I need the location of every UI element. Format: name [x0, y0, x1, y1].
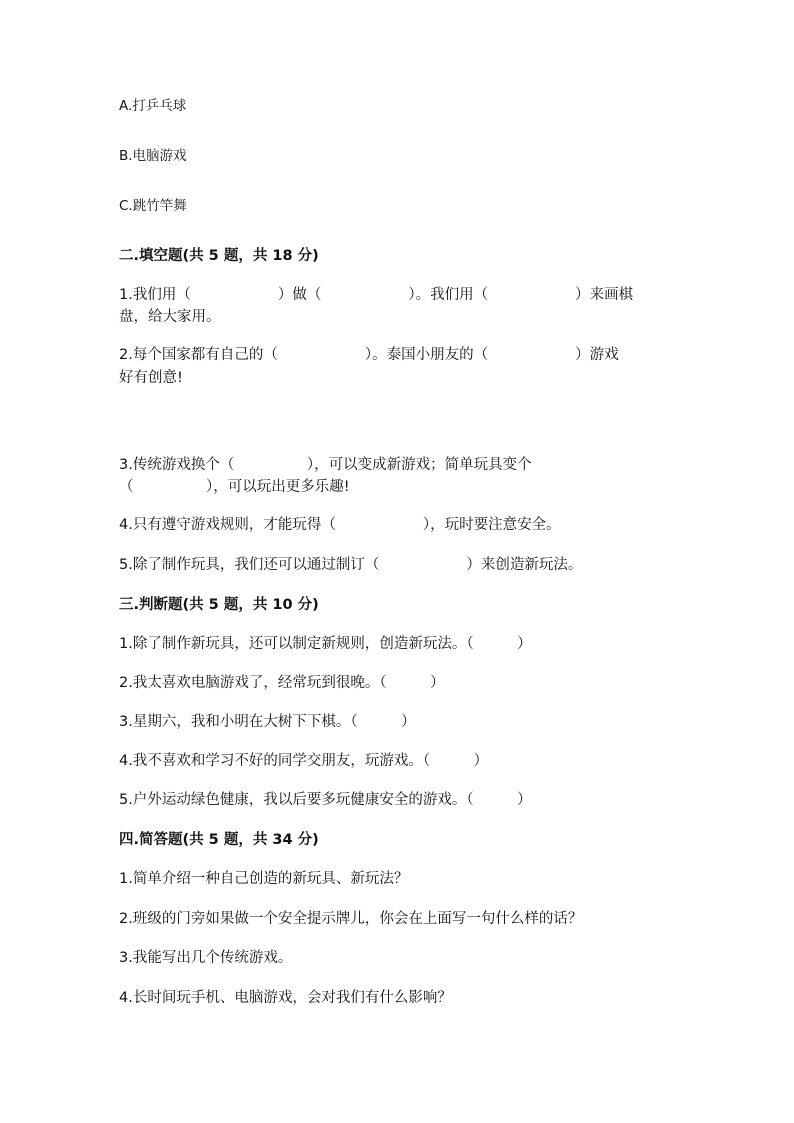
short-question-1: 1.简单介绍一种自己创造的新玩具、新玩法？: [119, 871, 409, 887]
short-question-4: 4.长时间玩手机、电脑游戏，会对我们有什么影响？: [119, 990, 452, 1006]
option-c: C.跳竹竿舞: [119, 198, 187, 214]
judge-question-5: 5.户外运动绿色健康，我以后要多玩健康安全的游戏。（ ）: [119, 792, 532, 808]
judge-question-2: 2.我太喜欢电脑游戏了，经常玩到很晚。（ ）: [119, 675, 445, 691]
fill-question-3-line-1: 3.传统游戏换个（ ），可以变成新游戏；简单玩具变个: [119, 457, 532, 473]
fill-question-2-line-2: 好有创意!: [119, 370, 183, 386]
judge-question-3: 3.星期六，我和小明在大树下下棋。（ ）: [119, 714, 416, 730]
judge-question-4: 4.我不喜欢和学习不好的同学交朋友，玩游戏。（ ）: [119, 753, 489, 769]
option-b: B.电脑游戏: [119, 148, 187, 164]
fill-question-3-line-2: （ ），可以玩出更多乐趣!: [119, 479, 350, 495]
fill-question-1-line-2: 盘，给大家用。: [119, 309, 221, 325]
fill-question-5: 5.除了制作玩具，我们还可以通过制订（ ）来创造新玩法。: [119, 557, 583, 573]
section-heading-true-false: 三.判断题(共 5 题，共 10 分): [119, 597, 319, 613]
fill-question-1-line-1: 1.我们用（ ）做（ ）。我们用（ ）来画棋: [119, 287, 634, 303]
judge-question-1: 1.除了制作新玩具，还可以制定新规则，创造新玩法。（ ）: [119, 636, 532, 652]
section-heading-fill-in: 二.填空题(共 5 题，共 18 分): [119, 248, 319, 264]
section-heading-short-answer: 四.简答题(共 5 题，共 34 分): [119, 832, 319, 848]
fill-question-4: 4.只有遵守游戏规则，才能玩得（ ），玩时要注意安全。: [119, 517, 561, 533]
fill-question-2-line-1: 2.每个国家都有自己的（ ）。泰国小朋友的（ ）游戏: [119, 347, 619, 363]
short-question-3: 3.我能写出几个传统游戏。: [119, 950, 293, 966]
option-a: A.打乒乓球: [119, 98, 187, 114]
short-question-2: 2.班级的门旁如果做一个安全提示牌儿，你会在上面写一句什么样的话？: [119, 911, 583, 927]
